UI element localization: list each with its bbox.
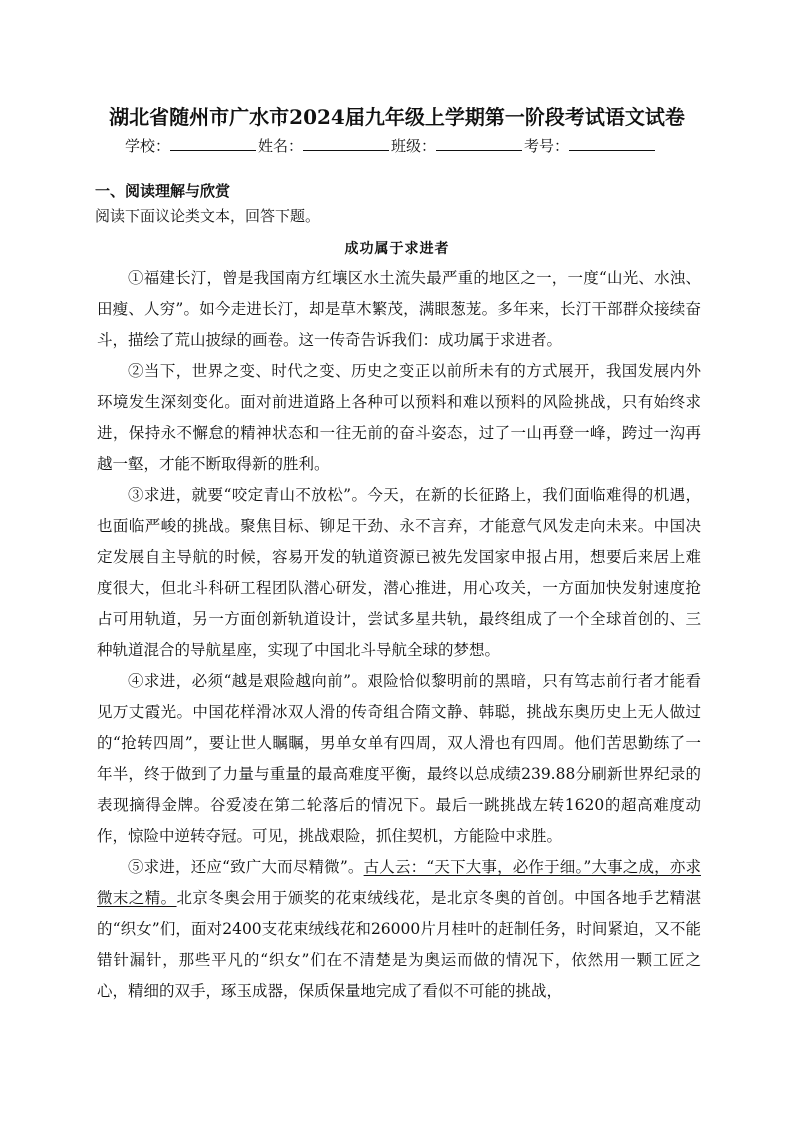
- exam-no-blank[interactable]: [569, 136, 655, 151]
- name-blank[interactable]: [303, 136, 389, 151]
- class-blank[interactable]: [436, 136, 522, 151]
- paragraph-5-intro: ⑤求进，还应“致广大而尽精微”。: [128, 858, 364, 876]
- reading-instruction: 阅读下面议论类文本，回答下题。: [95, 207, 321, 225]
- school-blank[interactable]: [170, 136, 256, 151]
- class-label: 班级：: [391, 137, 437, 155]
- student-info-row: [125, 135, 685, 156]
- paragraph-4: ④求进，必须“越是艰险越向前”。艰险恰似黎明前的黑暗，只有笃志前行者才能看见万丈霞光。中国花样滑冰双人滑的传奇组合隋文静、韩聪，挑战东奥历史上无人做过的“抢转四周”，要让世人瞩瞩，男单女单有四周，双人滑也有四周。他们苦思勤练了一年半，终于做到了力量与重量的最高难度平衡，最终以总成绩239.88分刷新世界纪录的表现摘得金牌。谷爱凌在第二轮落后的情况下。最后一跳挑战左转1620的超高难度动作，惊险中逆转夺冠。可见，挑战艰险，抓住契机，方能险中求胜。: [97, 672, 701, 845]
- paragraph-5: [97, 852, 701, 1007]
- article-title: 成功属于求进者: [344, 241, 450, 257]
- paragraph-5-rest: 北京冬奥会用于颁奖的花束绒线花，是北京冬奥的首创。中国各地手艺精湛的“织女”们，面对2400支花束绒线花和26000片月桂叶的赶制任务，时间紧迫，又不能错针漏针，那些平凡的“织女”们在不清楚是为奥运而做的情况下，依然用一颗工匠之心，精细的双手，琢玉成器，保质保量地完成了看似不可能的挑战，: [97, 889, 701, 1000]
- paragraph-1: ①福建长汀，曾是我国南方红壤区水土流失最严重的地区之一，一度“山光、水浊、田瘦、人穷”。如今走进长汀，却是草木繁茂，满眼葱茏。多年来，长汀干部群众接续奋斗，描绘了荒山披绿的画卷。这一传奇告诉我们：成功属于求进者。: [97, 269, 701, 349]
- exam-title: 湖北省随州市广水市2024届九年级上学期第一阶段考试语文试卷: [109, 105, 685, 129]
- section-heading: 一、阅读理解与欣赏: [95, 182, 231, 200]
- paragraph-5-underlined-quote: 古人云：“天下大事，必作于细。”大事之成，亦求微末之精。: [97, 858, 701, 907]
- paragraph-2: ②当下，世界之变、时代之变、历史之变正以前所未有的方式展开，我国发展内外环境发生深刻变化。面对前进道路上各种可以预料和难以预料的风险挑战，只有始终求进，保持永不懈怠的精神状态和一往无前的奋斗姿态，过了一山再登一峰，跨过一沟再越一壑，才能不断取得新的胜利。: [97, 362, 701, 473]
- school-label: 学校：: [125, 137, 171, 155]
- article-body: [97, 263, 701, 1007]
- name-label: 姓名：: [258, 137, 304, 155]
- paragraph-3: ③求进，就要“咬定青山不放松”。今天，在新的长征路上，我们面临难得的机遇，也面临严峻的挑战。聚焦目标、铆足干劲、永不言弃，才能意气风发走向未来。中国决定发展自主导航的时候，容易开发的轨道资源已被先发国家申报占用，想要后来居上难度很大，但北斗科研工程团队潜心研发，潜心推进，用心攻关，一方面加快发射速度抢占可用轨道，另一方面创新轨道设计，尝试多星共轨，最终组成了一个全球首创的、三种轨道混合的导航星座，实现了中国北斗导航全球的梦想。: [97, 486, 701, 659]
- exam-no-label: 考号：: [524, 137, 570, 155]
